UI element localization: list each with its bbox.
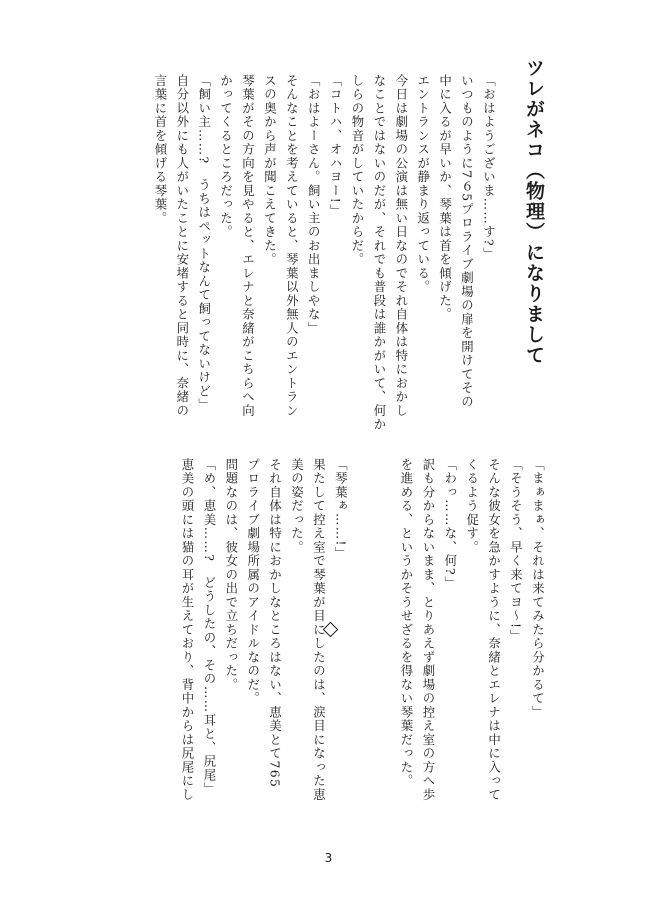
text-line: 「そうそう、早く来てヨ〜!」 [508, 458, 524, 644]
text-line: 「わっ……な、何?」 [442, 458, 458, 590]
text-line: エントランスが静まり返っている。 [415, 74, 431, 294]
text-line: 恵美の頭には猫の耳が生えており、背中からは尻尾にし [180, 458, 195, 802]
text-line: くるよう促す。 [464, 458, 480, 555]
text-line: 今日は劇場の公演は無い日なのでそれ自体は特におかし [393, 74, 409, 418]
text-line: 自分以外にも人がいたことに安堵すると同時に、奈緒の [174, 74, 190, 418]
text-line: かってくるところだった。 [218, 74, 234, 239]
text-line: 問題なのは、彼女の出で立ちだった。 [223, 458, 239, 692]
text-line: を進める、というかそうせざるを得ない琴葉だった。 [399, 458, 414, 788]
text-line: 「飼い主……? うちはペットなんて飼ってないけど」 [196, 74, 212, 412]
text-line: 「おはようございま……す?」 [481, 74, 497, 261]
text-line: そんなことを考えていると、琴葉以外無人のエントラン [284, 74, 300, 418]
text-line: 美の姿だった。 [289, 458, 305, 555]
text-line: 「め、恵美……? どうしたの、その……耳と、尻尾」 [201, 458, 217, 796]
text-line: 「琴葉ぁ……!」 [333, 458, 349, 561]
text-line: 「コトハ、オハヨー!」 [328, 74, 344, 218]
text-line: 中に入るが早いか、琴葉は首を傾げた。 [437, 74, 453, 322]
text-line: スの奥から声が聞こえてきた。 [262, 74, 278, 267]
text-line: 「まぁまぁ、それは来てみたら分かるて」 [530, 458, 546, 720]
text-line: しらの物音がしていたからだ。 [350, 74, 365, 267]
text-line: 言葉に首を傾げる琴葉。 [152, 74, 168, 226]
text-line: 訳も分からないまま、とりあえず劇場の控え室の方へ歩 [420, 458, 436, 802]
text-line: 「おはよーさん。飼い主のお出ましやな」 [306, 74, 322, 336]
text-line: プロライブ劇場所属のアイドルなのだ。 [245, 458, 261, 706]
text-line: それ自体は特におかしなところはない、恵美とて765 [267, 458, 283, 789]
text-line: 果たして控え室で琴葉が目にしたのは、涙目になった恵 [311, 458, 327, 802]
page-number: 3 [324, 851, 333, 865]
text-line: なことではないのだが、それでも普段は誰かがいて、何か [371, 74, 387, 432]
text-line: 琴葉がその方向を見やると、エレナと奈緒がこちらへ向 [240, 74, 256, 418]
text-line: いつものように7６5プロライブ劇場の扉を開けてその [459, 74, 475, 409]
page-title: ツレがネコ（物理）になりまして [523, 58, 545, 366]
text-line: そんな彼女を急かすように、奈緒とエレナは中に入って [486, 458, 502, 802]
